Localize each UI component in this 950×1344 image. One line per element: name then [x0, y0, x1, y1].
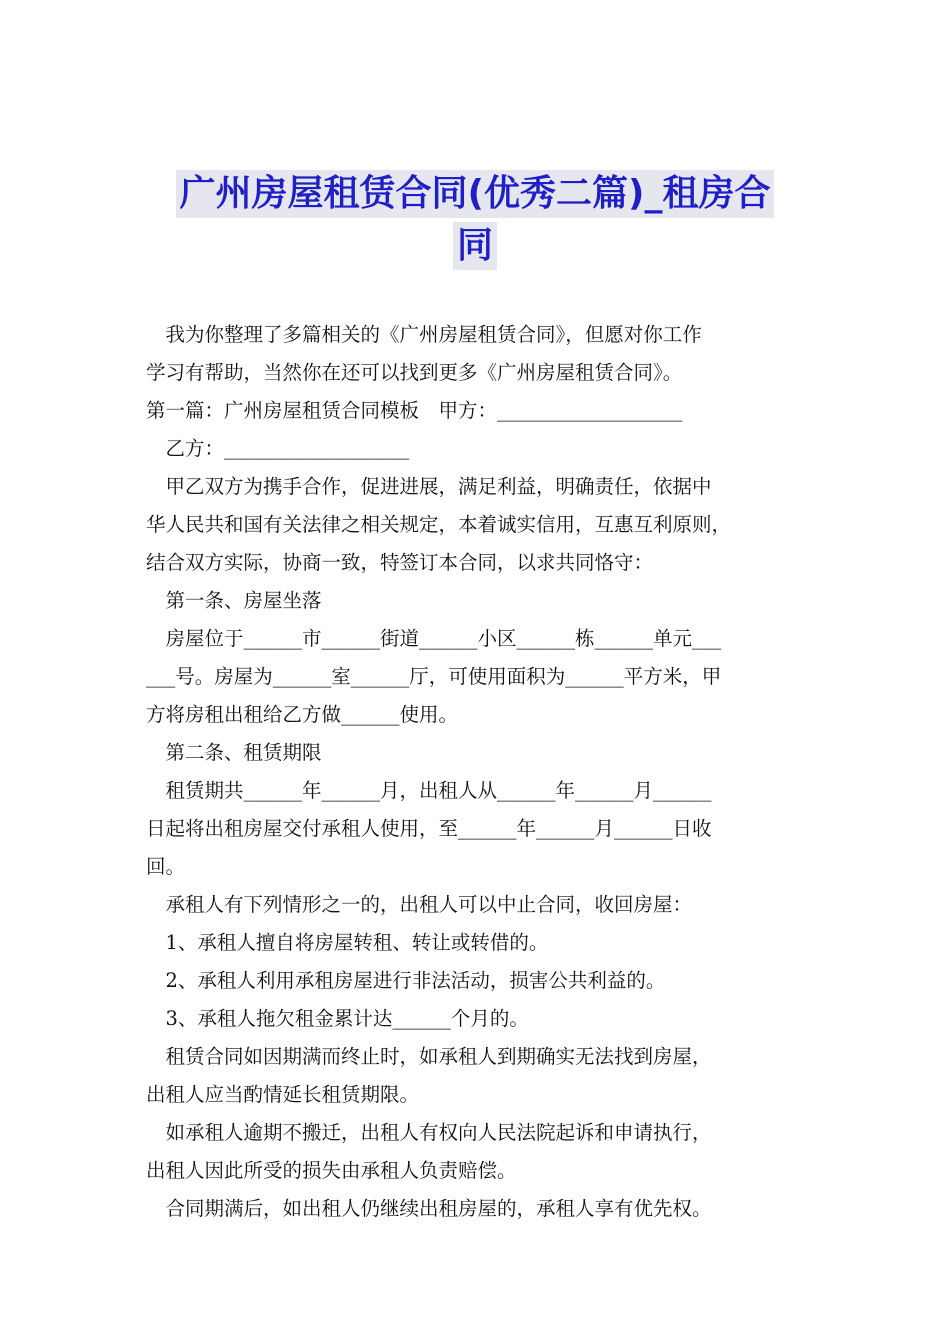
text-line: 如承租人逾期不搬迁，出租人有权向人民法院起诉和申请执行，	[146, 1121, 712, 1144]
text-line: 房屋位于______市______街道______小区______栋______单元___	[146, 627, 722, 650]
text-line: 华人民共和国有关法律之相关规定，本着诚实信用，互惠互利原则，	[146, 513, 732, 536]
text-line: 出租人因此所受的损失由承租人负责赔偿。	[146, 1159, 517, 1182]
text-line: 第一条、房屋坐落	[146, 589, 322, 612]
text-line: 租赁期共______年______月，出租人从______年______月______	[146, 779, 712, 802]
document-body	[146, 316, 818, 1228]
text-line: 方将房租出租给乙方做______使用。	[146, 703, 459, 726]
text-line: 结合双方实际，协商一致，特签订本合同，以求共同恪守：	[146, 551, 654, 574]
text-line: 2、承租人利用承租房屋进行非法活动，损害公共利益的。	[146, 969, 666, 992]
text-line: 合同期满后，如出租人仍继续出租房屋的，承租人享有优先权。	[146, 1197, 712, 1220]
text-line: 租赁合同如因期满而终止时，如承租人到期确实无法找到房屋，	[146, 1045, 712, 1068]
text-line: 学习有帮助，当然你在还可以找到更多《广州房屋租赁合同》。	[146, 361, 683, 384]
document-title	[100, 170, 850, 270]
text-line: 承租人有下列情形之一的，出租人可以中止合同，收回房屋：	[146, 893, 693, 916]
text-line: ___号。房屋为______室______厅，可使用面积为______平方米，甲	[146, 665, 722, 688]
text-line: 第二条、租赁期限	[146, 741, 322, 764]
text-line: 我为你整理了多篇相关的《广州房屋租赁合同》，但愿对你工作	[146, 323, 702, 346]
text-line: 乙方：___________________	[146, 437, 410, 460]
text-line: 回。	[146, 855, 186, 878]
text-line: 第一篇：广州房屋租赁合同模板 甲方：___________________	[146, 399, 683, 422]
title-line-2: 同	[453, 222, 497, 270]
text-line: 1、承租人擅自将房屋转租、转让或转借的。	[146, 931, 549, 954]
text-line: 日起将出租房屋交付承租人使用，至______年______月______日收	[146, 817, 712, 840]
text-line: 出租人应当酌情延长租赁期限。	[146, 1083, 420, 1106]
text-line: 甲乙双方为携手合作，促进进展，满足利益，明确责任，依据中	[146, 475, 712, 498]
title-line-1: 广州房屋租赁合同(优秀二篇)_租房合	[176, 170, 775, 218]
text-line: 3、承租人拖欠租金累计达______个月的。	[146, 1007, 529, 1030]
